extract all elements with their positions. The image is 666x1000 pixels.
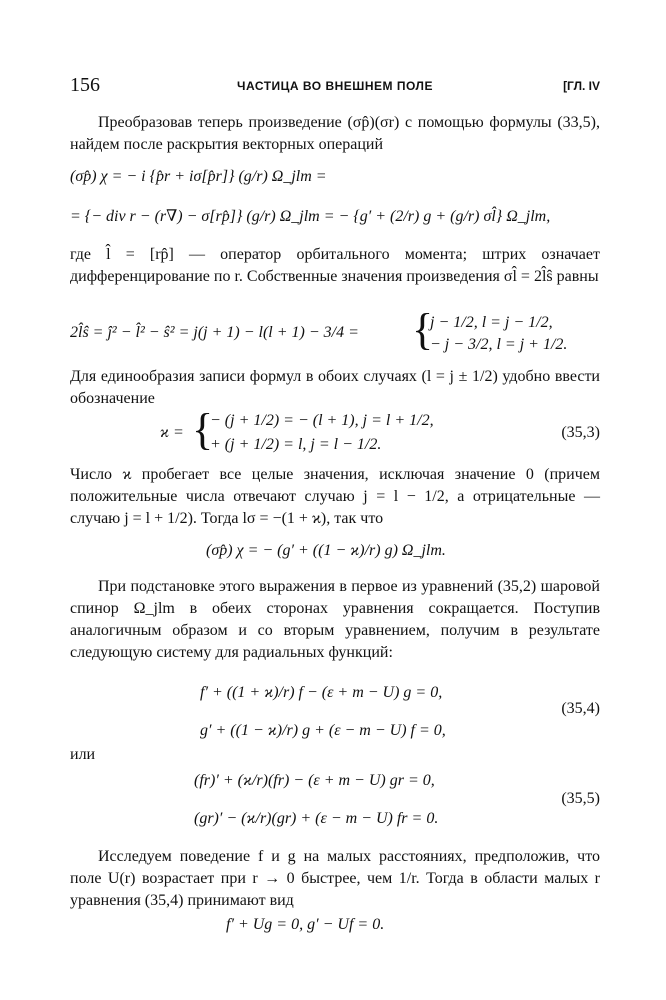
brace-left: { <box>192 405 214 454</box>
equation-3-left: 2l̂ŝ = ĵ² − l̂² − ŝ² = j(j + 1) − l(l + 1) − 3/4 = <box>70 324 359 341</box>
paragraph-5: При подстановке этого выражения в первое из уравнений (35,2) шаровой спинор Ω_jlm в обеих сторонах уравнения сокращается. Поступив аналогичным образом и со вторым уравнением, получим в результате следующую систему для радиальных функций: <box>70 578 600 661</box>
paragraph-2: где l̂ = [rp̂] — оператор орбитального момента; штрих означает дифференцирование по r. Собственные значения произведения σl̂ = 2l̂ŝ равны <box>70 246 600 285</box>
paragraph-4: Число ϰ пробегает все целые значения, исключая значение 0 (причем положительные числа отвечают случаю j = l − 1/2, а отрицательные — случаю j = l + 1/2). Тогда lσ = −(1 + ϰ), так что <box>70 466 600 527</box>
running-title: ЧАСТИЦА ВО ВНЕШНЕМ ПОЛЕ <box>237 79 433 93</box>
equation-3-case-1: j − 1/2, l = j − 1/2, <box>430 314 553 331</box>
equation-number-35-5: (35,5) <box>561 790 600 807</box>
equation-2: = {− div r − (r∇) − σ[rp̂]} (g/r) Ω_jlm = − {g′ + (2/r) g + (g/r) σl̂} Ω_jlm, <box>70 208 551 225</box>
equation-8: f′ + Ug = 0, g′ − Uf = 0. <box>226 916 385 933</box>
equation-number-35-3: (35,3) <box>561 424 600 441</box>
equation-4-left: ϰ = <box>160 424 184 441</box>
equation-4-case-1: − (j + 1/2) = − (l + 1), j = l + 1/2, <box>210 412 434 429</box>
equation-7-line-1: (fr)′ + (ϰ/r)(fr) − (ε + m − U) gr = 0, <box>194 772 435 789</box>
paragraph-3: Для единообразия записи формул в обоих случаях (l = j ± 1/2) удобно ввести обозначение <box>70 368 600 407</box>
equation-number-35-4: (35,4) <box>561 700 600 717</box>
equation-6-line-2: g′ + ((1 − ϰ)/r) g + (ε − m − U) f = 0, <box>200 722 446 739</box>
equation-5: (σp̂) χ = − (g′ + ((1 − ϰ)/r) g) Ω_jlm. <box>206 542 446 559</box>
equation-6-line-1: f′ + ((1 + ϰ)/r) f − (ε + m − U) g = 0, <box>200 684 443 701</box>
paragraph-6: Исследуем поведение f и g на малых расстояниях, предположив, что поле U(r) возрастает при r → 0 быстрее, чем 1/r. Тогда в области малых r уравнения (35,4) принимают вид <box>70 848 600 909</box>
equation-1: (σp̂) χ = − i {p̂r + iσ[p̂r]} (g/r) Ω_jlm = <box>70 168 327 185</box>
page-header <box>70 74 600 98</box>
equation-4-case-2: + (j + 1/2) = l, j = l − 1/2. <box>210 436 382 453</box>
page-number: 156 <box>70 74 100 96</box>
chapter-label: [ГЛ. IV <box>563 79 600 93</box>
brace-left: { <box>412 305 434 354</box>
equation-7-line-2: (gr)′ − (ϰ/r)(gr) + (ε − m − U) fr = 0. <box>194 810 439 827</box>
equation-3-case-2: − j − 3/2, l = j + 1/2. <box>430 336 568 353</box>
paragraph-1: Преобразовав теперь произведение (σp̂)(σr) с помощью формулы (33,5), найдем после раскрытия векторных операций <box>70 114 600 153</box>
or-label: или <box>70 746 96 763</box>
